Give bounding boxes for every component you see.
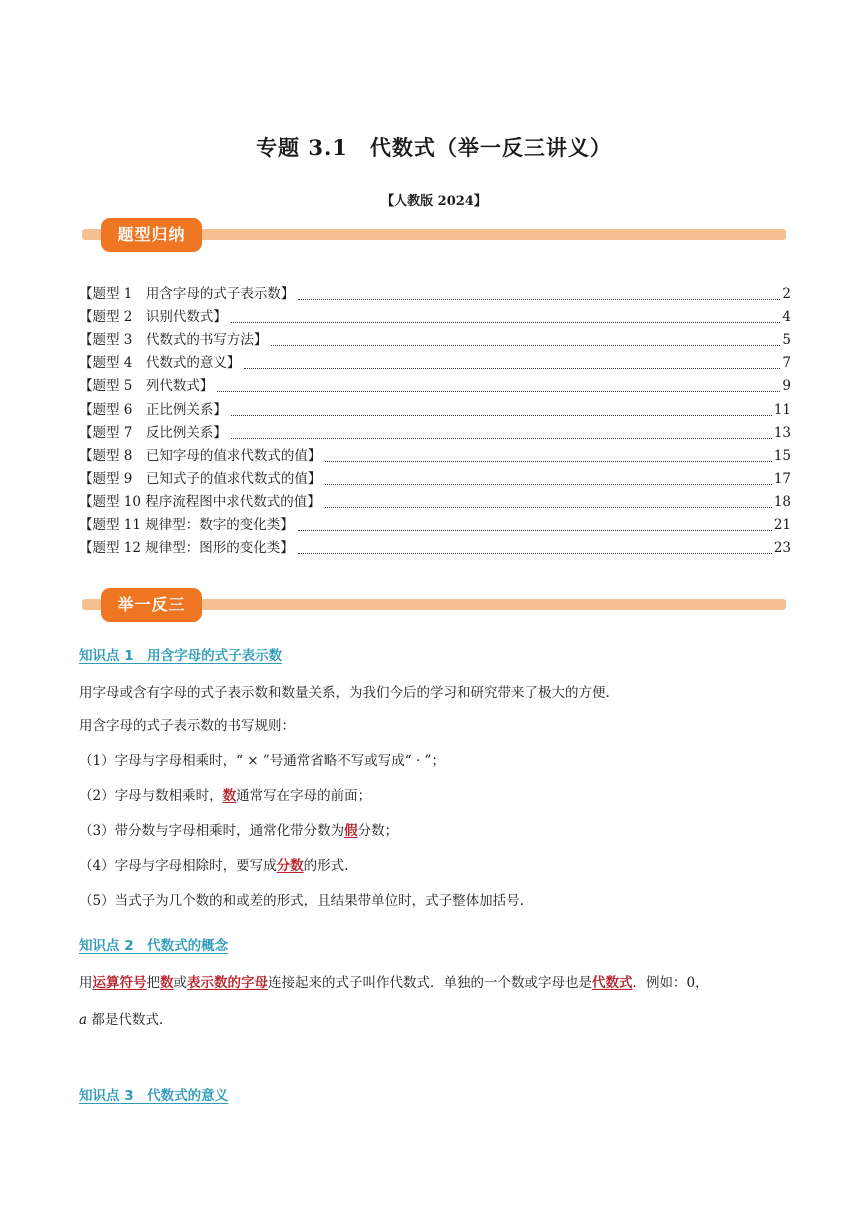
toc-leader (325, 461, 771, 462)
kp2-definition-line-2 (79, 1010, 163, 1030)
def-text: ．例如：0， (632, 975, 709, 991)
toc-page: 13 (773, 424, 791, 441)
toc-label: 【题型 5 列代数式】 (79, 378, 214, 395)
toc-label: 【题型 6 正比例关系】 (79, 401, 227, 418)
toc-leader (271, 345, 780, 346)
kp1-rule-1: （1）字母与字母相乘时，“ × ”号通常省略不写或写成“ · ”； (79, 753, 445, 769)
page-subtitle: 【人教版 2024】 (381, 194, 487, 209)
kp1-rules-title: 用含字母的式子表示数的书写规则： (79, 718, 295, 734)
highlight-term: 表示数的字母 (187, 975, 268, 991)
toc-label: 【题型 7 反比例关系】 (79, 424, 227, 441)
toc-label: 【题型 3 代数式的书写方法】 (79, 332, 268, 349)
toc-leader (244, 368, 780, 369)
def-text: 都是代数式. (87, 1012, 164, 1028)
kp1-rule-2 (79, 786, 371, 806)
kp2-definition (79, 973, 709, 993)
toc-page: 2 (782, 286, 791, 303)
toc-item[interactable] (79, 375, 791, 398)
toc-item[interactable] (79, 352, 791, 375)
toc-item[interactable] (79, 514, 791, 537)
highlight-term: 假 (344, 823, 358, 839)
toc-leader (325, 507, 772, 508)
knowledge-point-2-heading: 知识点 2 代数式的概念 (79, 938, 229, 954)
highlight-term: 数 (222, 788, 237, 804)
toc-label: 【题型 12 规律型：图形的变化类】 (79, 540, 294, 557)
toc-leader (325, 484, 771, 485)
toc-leader (231, 322, 781, 323)
knowledge-point-1-heading: 知识点 1 用含字母的式子表示数 (79, 648, 283, 664)
kp1-intro: 用字母或含有字母的式子表示数和数量关系，为我们今后的学习和研究带来了极大的方便. (79, 685, 610, 701)
toc-label: 【题型 9 已知式子的值求代数式的值】 (79, 470, 322, 487)
def-text: 用 (79, 975, 93, 991)
highlight-term: 运算符号 (92, 975, 147, 991)
toc-item[interactable] (79, 283, 791, 306)
toc-page: 17 (773, 470, 791, 487)
section-tab-practice: 举一反三 (101, 588, 202, 622)
highlight-term: 数 (160, 975, 174, 991)
page-title: 专题 3.1 代数式（举一反三讲义） (256, 135, 612, 160)
toc-label: 【题型 8 已知字母的值求代数式的值】 (79, 447, 322, 464)
rule-text: （2）字母与数相乘时， (79, 788, 223, 804)
rule-text: （4）字母与字母相除时，要写成 (79, 858, 277, 874)
toc-leader (298, 530, 772, 531)
toc-item[interactable] (79, 445, 791, 468)
def-text: 连接起来的式子叫作代数式．单独的一个数或字母也是 (268, 975, 592, 991)
toc-page: 15 (773, 447, 791, 464)
toc-leader (298, 553, 772, 554)
toc-page: 11 (773, 401, 791, 418)
kp1-rule-5: （5）当式子为几个数的和或差的形式，且结果带单位时，式子整体加括号. (79, 893, 524, 909)
rule-text: 通常写在字母的前面； (236, 788, 372, 804)
rule-text: 分数； (357, 823, 399, 839)
table-of-contents (79, 283, 791, 560)
variable-a: a (79, 1012, 88, 1028)
def-text: 或 (173, 975, 187, 991)
toc-leader (231, 438, 772, 439)
toc-item[interactable] (79, 537, 791, 560)
toc-item[interactable] (79, 329, 791, 352)
highlight-term: 分数 (276, 858, 304, 874)
def-text: 把 (146, 975, 160, 991)
toc-page: 23 (773, 540, 791, 557)
toc-leader (217, 391, 780, 392)
knowledge-point-3-heading: 知识点 3 代数式的意义 (79, 1088, 229, 1104)
toc-page: 5 (782, 332, 791, 349)
toc-page: 4 (782, 309, 791, 326)
section-tab-toc: 题型归纳 (101, 218, 202, 252)
toc-item[interactable] (79, 422, 791, 445)
rule-text: （3）带分数与字母相乘时，通常化带分数为 (79, 823, 345, 839)
toc-item[interactable] (79, 398, 791, 421)
toc-label: 【题型 10 程序流程图中求代数式的值】 (79, 493, 321, 510)
toc-page: 18 (773, 493, 791, 510)
toc-page: 9 (782, 378, 791, 395)
kp1-rule-3 (79, 821, 398, 841)
highlight-term: 代数式 (592, 975, 633, 991)
toc-leader (231, 415, 772, 416)
toc-page: 21 (773, 517, 791, 534)
toc-label: 【题型 1 用含字母的式子表示数】 (79, 286, 295, 303)
toc-item[interactable] (79, 491, 791, 514)
toc-item[interactable] (79, 468, 791, 491)
toc-item[interactable] (79, 306, 791, 329)
toc-label: 【题型 2 识别代数式】 (79, 309, 227, 326)
toc-leader (298, 299, 780, 300)
kp1-rule-4 (79, 856, 348, 876)
toc-label: 【题型 11 规律型：数字的变化类】 (79, 517, 294, 534)
toc-page: 7 (782, 355, 791, 372)
toc-label: 【题型 4 代数式的意义】 (79, 355, 241, 372)
rule-text: 的形式. (303, 858, 349, 874)
